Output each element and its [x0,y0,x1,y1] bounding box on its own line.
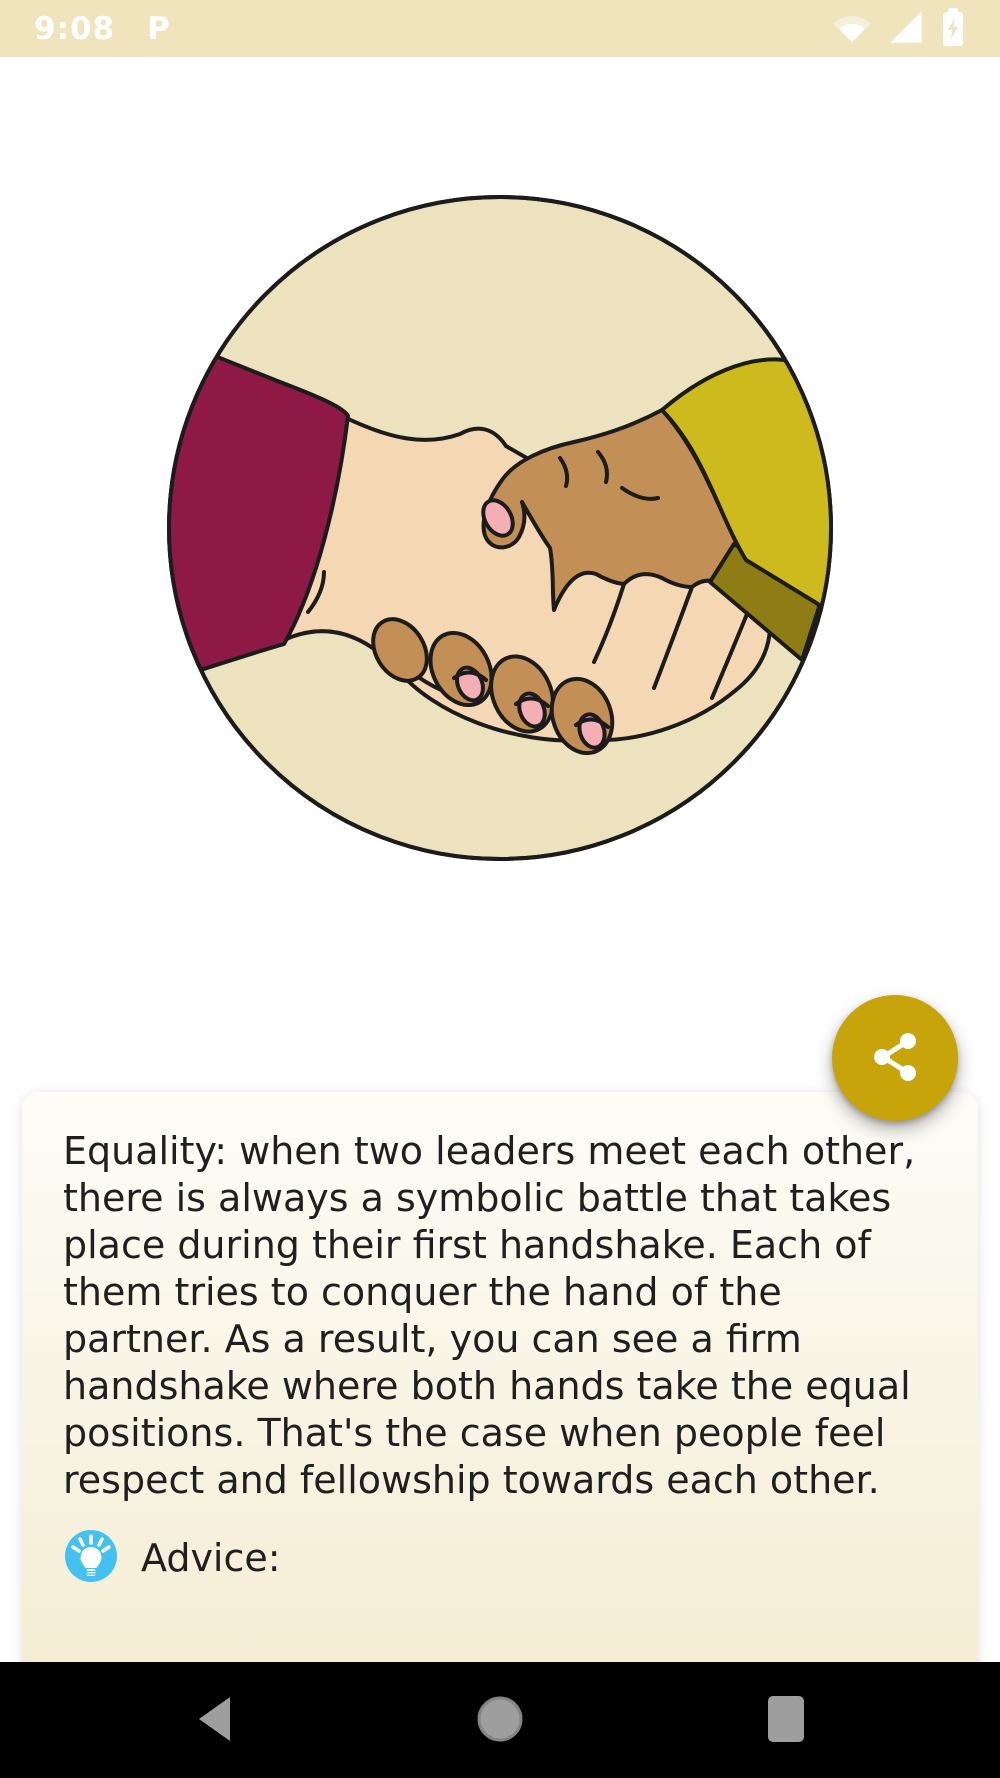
recents-icon [767,1695,805,1746]
advice-row [63,1528,938,1588]
home-icon [475,1694,525,1747]
lightbulb-icon [63,1528,119,1588]
status-time: 9:08 [34,10,116,47]
battery-charging-icon [940,7,966,51]
share-icon [867,1029,923,1088]
signal-icon [888,10,924,48]
wifi-icon [832,10,872,48]
home-button[interactable] [475,1694,525,1747]
card-paragraph: Equality: when two leaders meet each other, there is always a symbolic battle that takes place during their first handshake. Each of them tries to conquer the hand of the partner. As a result, you can see a firm handshake where both hands take the equal positions. That's the case when people feel respect and fellowship towards each other. [63,1129,916,1502]
navigation-bar [0,1662,1000,1778]
handshake-illustration [160,188,840,868]
back-button[interactable] [195,1694,233,1747]
status-bar [0,0,1000,57]
status-icons [832,7,966,51]
recents-button[interactable] [767,1695,805,1746]
advice-card[interactable] [22,1092,978,1712]
advice-label: Advice: [141,1536,281,1580]
share-button[interactable] [832,995,958,1121]
back-icon [195,1694,233,1747]
p-notification-icon: P [147,10,170,47]
